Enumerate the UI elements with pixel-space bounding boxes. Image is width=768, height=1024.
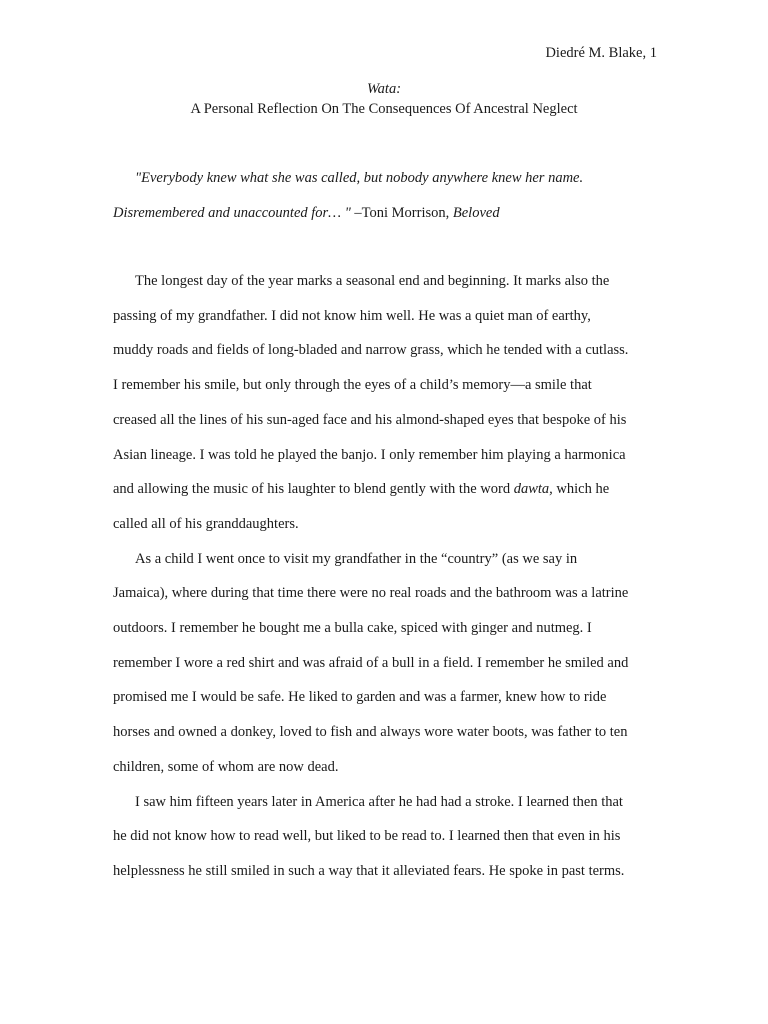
body-text	[113, 264, 658, 889]
body-line: muddy roads and fields of long-bladed and narrow grass, which he tended with a cutlass.	[113, 342, 629, 359]
body-line: I saw him fifteen years later in America after he had had a stroke. I learned then that	[135, 793, 623, 810]
title-block	[0, 80, 768, 118]
body-line: The longest day of the year marks a seasonal end and beginning. It marks also the	[135, 273, 610, 289]
body-line: helplessness he still smiled in such a way that it alleviated fears. He spoke in past terms.	[113, 862, 625, 879]
epigraph-quote-end: Disremembered and unaccounted for… "	[113, 205, 351, 221]
body-line: he did not know how to read well, but liked to be read to. I learned then that even in his	[113, 828, 621, 845]
page-title: Wata:	[366, 81, 402, 97]
epigraph-line-1: "Everybody knew what she was called, but nobody anywhere knew her name.	[135, 170, 584, 186]
running-head: Diedré M. Blake, 1	[545, 45, 657, 61]
epigraph-line-2	[113, 196, 658, 231]
body-line: creased all the lines of his sun-aged face and his almond-shaped eyes that bespoke of his	[113, 411, 627, 428]
body-line: children, some of whom are now dead.	[113, 758, 339, 775]
body-line: passing of my grandfather. I did not know him well. He was a quiet man of earthy,	[113, 307, 591, 324]
body-line: called all of his granddaughters.	[113, 515, 299, 532]
body-line: remember I wore a red shirt and was afraid of a bull in a field. I remember he smiled and	[113, 654, 629, 671]
body-line: As a child I went once to visit my grandfather in the “country” (as we say in	[135, 550, 578, 567]
epigraph-work-title: Beloved	[452, 205, 500, 221]
epigraph-attribution: –Toni Morrison,	[350, 205, 453, 221]
body-line: outdoors. I remember he bought me a bulla cake, spiced with ginger and nutmeg. I	[113, 620, 592, 637]
epigraph	[113, 161, 658, 231]
body-line-post: which he	[552, 481, 610, 498]
body-line: Jamaica), where during that time there were no real roads and the bathroom was a latrine	[113, 585, 629, 602]
body-line	[113, 472, 658, 507]
page-subtitle: A Personal Reflection On The Consequences Of Ancestral Neglect	[190, 101, 578, 117]
body-line: promised me I would be safe. He liked to garden and was a farmer, knew how to ride	[113, 689, 607, 706]
italic-word: dawta,	[513, 481, 553, 498]
body-line: Asian lineage. I was told he played the banjo. I only remember him playing a harmonica	[113, 446, 626, 463]
body-line: horses and owned a donkey, loved to fish and always wore water boots, was father to ten	[113, 724, 628, 741]
body-line: I remember his smile, but only through the eyes of a child’s memory—a smile that	[113, 377, 592, 394]
body-line-pre: and allowing the music of his laughter to blend gently with the word	[113, 481, 514, 498]
